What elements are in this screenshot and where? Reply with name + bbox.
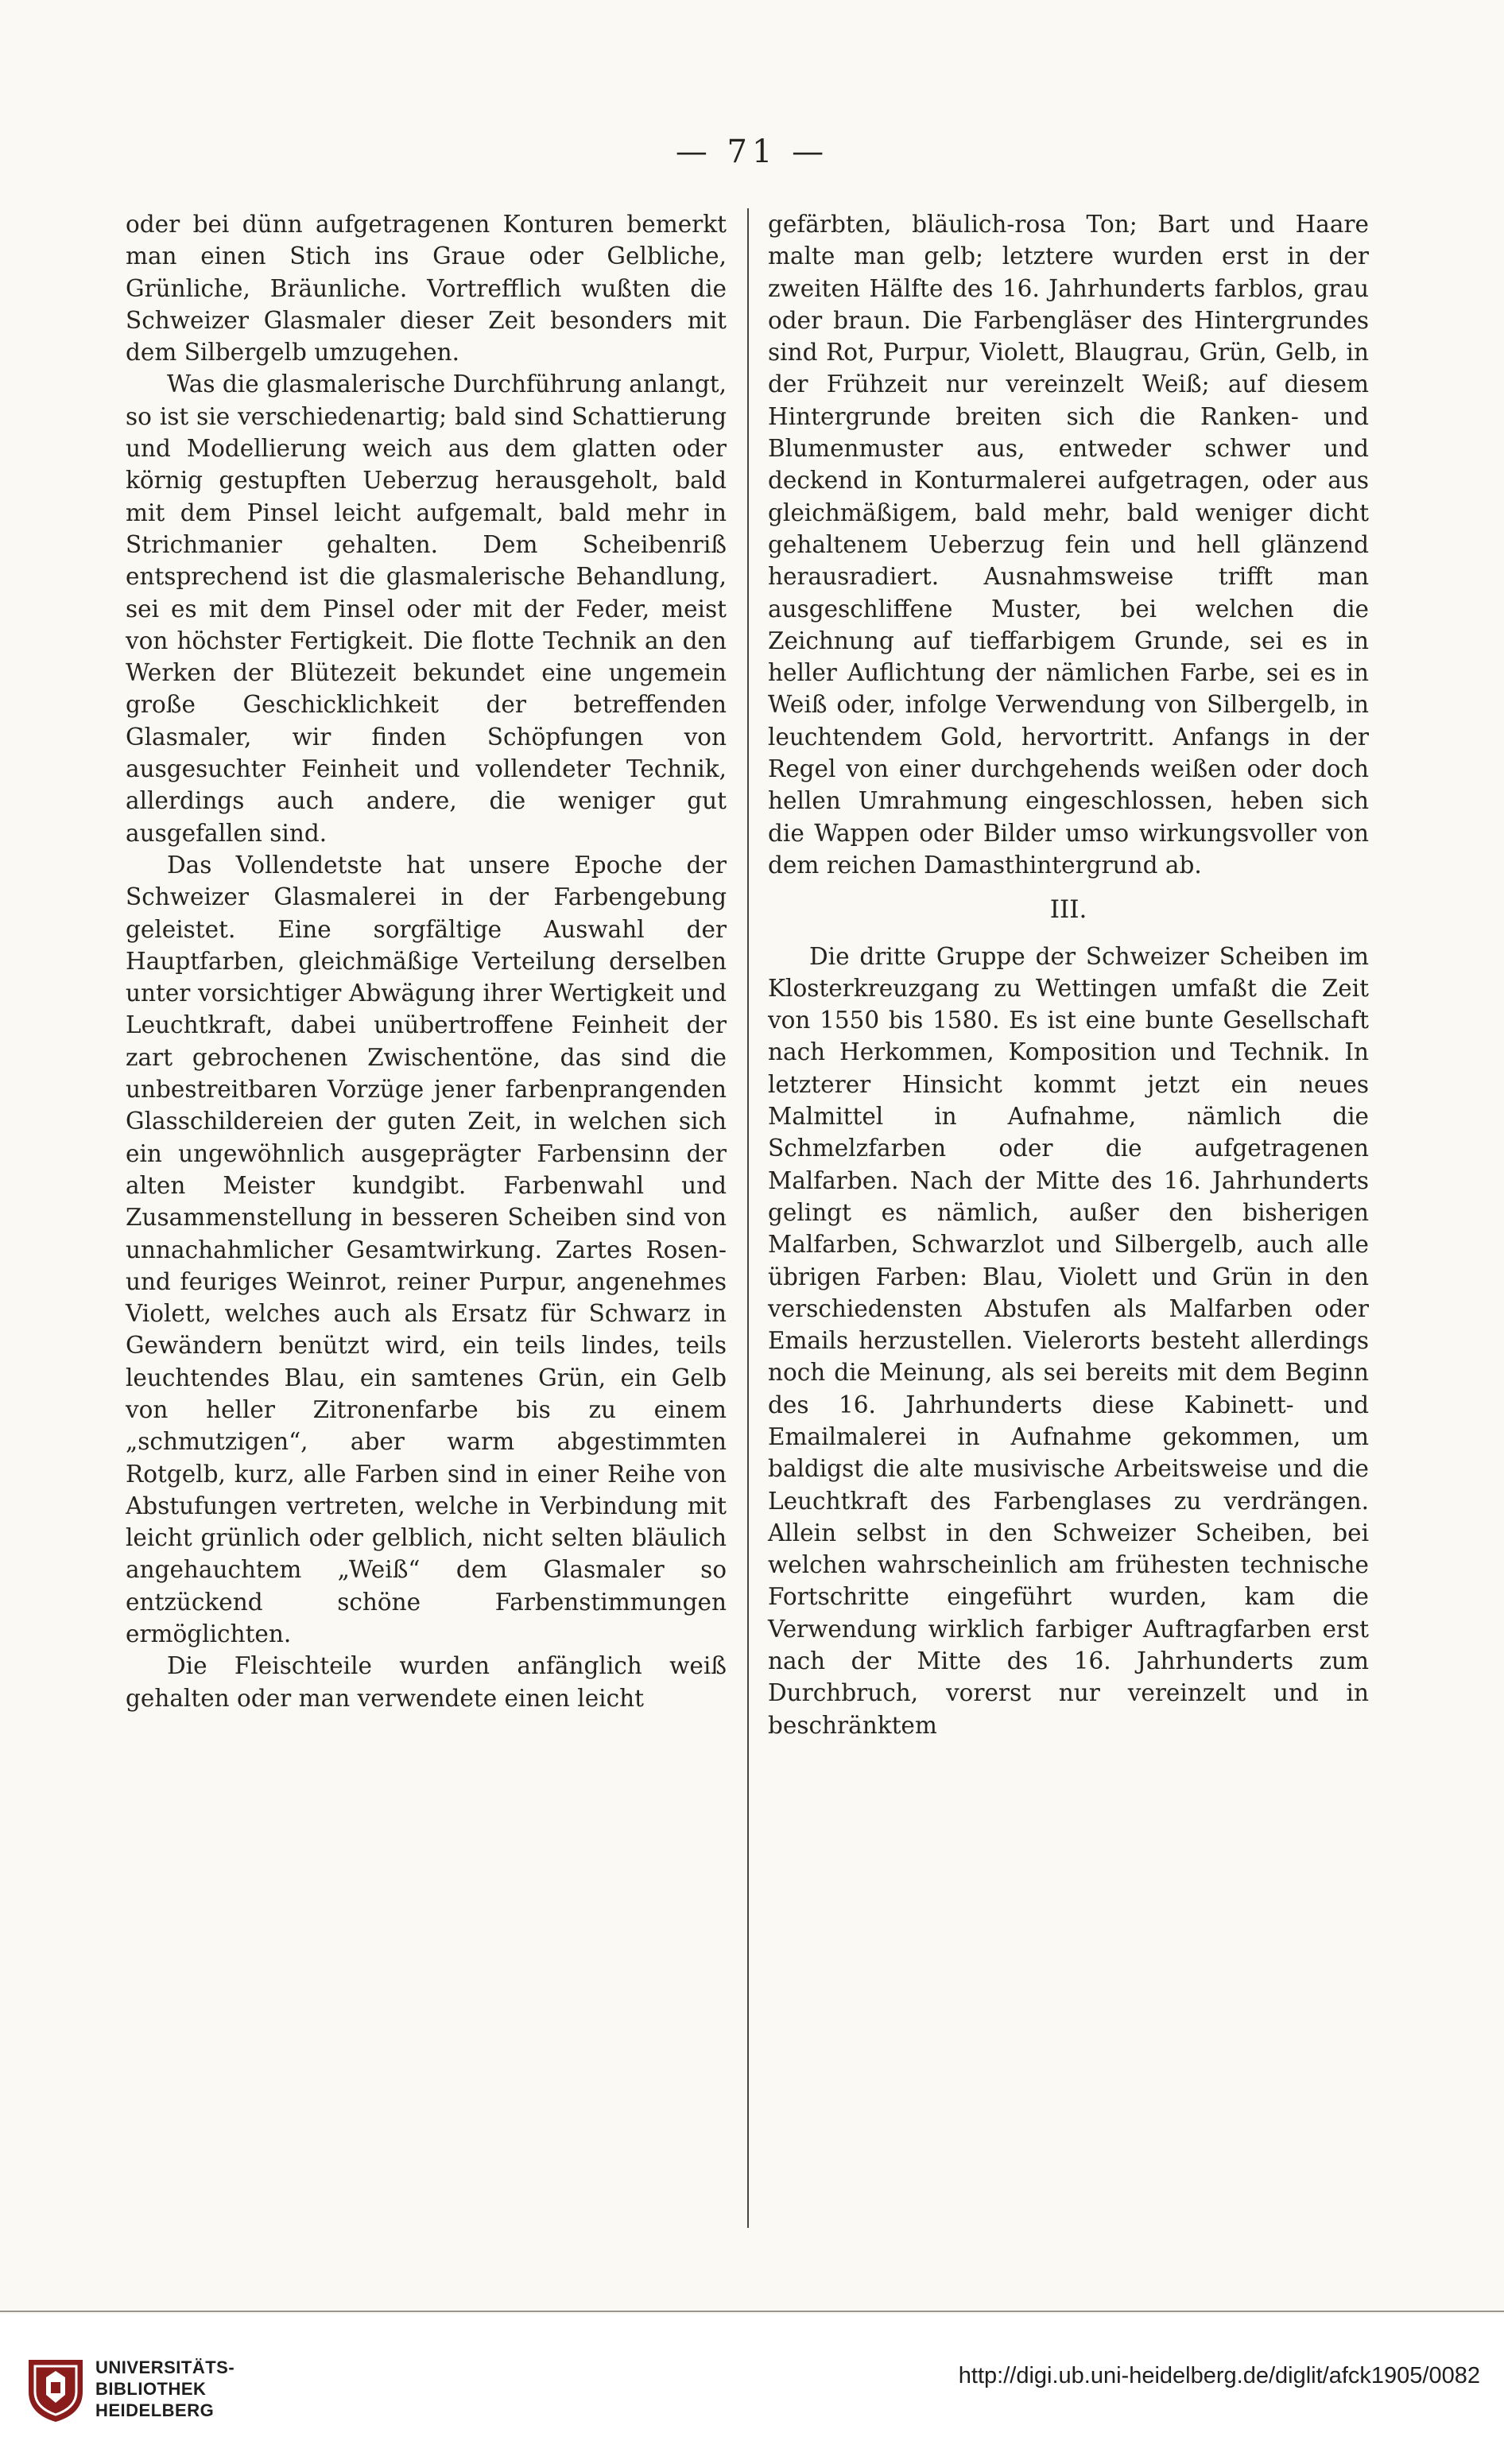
library-name-line: HEIDELBERG xyxy=(95,2400,215,2420)
paragraph: oder bei dünn aufgetragenen Konturen bemerkt man einen Stich ins Graue oder Gelbliche, Grünliche, Bräunliche. Vortrefflich wußten die Schweizer Glasmaler dieser Zeit besonders mit dem Silbergelb umzugehen. xyxy=(126,211,727,367)
library-name-line: BIBLIOTHEK xyxy=(95,2379,207,2399)
library-name xyxy=(95,2357,235,2421)
column-divider xyxy=(747,208,749,2228)
footer-divider xyxy=(0,2311,1504,2312)
paragraph: Die dritte Gruppe der Schweizer Scheiben im Klosterkreuzgang zu Wettingen umfaßt die Zeit von 1550 bis 1580. Es ist eine bunte Gesellschaft nach Herkommen, Komposition und Technik. In letzterer Hinsicht kommt jetzt ein neues Malmittel in Aufnahme, nämlich die Schmelzfarben oder die aufgetragenen Malfarben. Nach der Mitte des 16. Jahrhunderts gelingt es nämlich, außer den bisherigen Malfarben, Schwarzlot und Silbergelb, auch alle übrigen Farben: Blau, Violett und Grün in den verschiedensten Abstufen als Malfarben oder Emails herzustellen. Vielerorts besteht allerdings noch die Meinung, als sei bereits mit dem Beginn des 16. Jahrhunderts diese Kabinett- und Emailmalerei in Aufnahme gekommen, um baldigst die alte musivische Arbeitsweise und die Leuchtkraft des Farbenglases zu verdrängen. Allein selbst in den Schweizer Scheiben, bei welchen wahrscheinlich am frühesten technische Fortschritte eingeführt wurden, kam die Verwendung wirklich farbiger Auftragfarben erst nach der Mitte des 16. Jahrhunderts zum Durchbruch, vorerst nur vereinzelt und in beschränktem xyxy=(768,942,1369,1739)
text-columns xyxy=(126,208,1397,2228)
paragraph: Die Fleischteile wurden anfänglich weiß gehalten oder man verwendete einen leicht xyxy=(126,1652,727,1712)
university-seal-icon xyxy=(24,2353,87,2425)
page-number: — 71 — xyxy=(675,134,829,170)
paragraph: Das Vollendetste hat unsere Epoche der Schweizer Glasmalerei in der Farbengebung geleistet. Eine sorgfältige Auswahl der Hauptfarben, gleichmäßige Verteilung derselben unter vorsichtiger Abwägung ihrer Wertigkeit und Leuchtkraft, dabei unübertroffene Feinheit der zart gebrochenen Zwischentöne, das sind die unbestreitbaren Vorzüge jener farbenprangenden Glasschildereien der guten Zeit, in welchen sich ein ungewöhnlich ausgeprägter Farbensinn der alten Meister kundgibt. Farbenwahl und Zusammenstellung in besseren Scheiben sind von unnachahmlicher Gesamtwirkung. Zartes Rosen- und feuriges Weinrot, reiner Purpur, angenehmes Violett, welches auch als Ersatz für Schwarz in Gewändern benützt wird, ein teils lindes, teils leuchtendes Blau, ein samtenes Grün, ein Gelb von heller Zitronenfarbe bis zu einem „schmutzigen“, aber warm abgestimmten Rotgelb, kurz, alle Farben sind in einer Reihe von Abstufungen vertreten, welche in Verbindung mit leicht grünlich oder gelblich, nicht selten bläulich angehauchtem „Weiß“ dem Glasmaler so entzückend schöne Farbenstimmungen ermöglichten. xyxy=(126,851,727,1648)
right-column xyxy=(768,208,1369,1741)
section-heading: III. xyxy=(1049,895,1087,925)
paragraph: gefärbten, bläulich-rosa Ton; Bart und Haare malte man gelb; letztere wurden erst in der zweiten Hälfte des 16. Jahrhunderts farblos, grau oder braun. Die Farbengläser des Hintergrundes sind Rot, Purpur, Violett, Blaugrau, Grün, Gelb, in der Frühzeit nur vereinzelt Weiß; auf diesem Hintergrunde breiten sich die Ranken- und Blumenmuster aus, entweder schwer und deckend in Konturmalerei aufgetragen, oder aus gleichmäßigem, bald mehr, bald weniger dicht gehaltenem Ueberzug fein und hell glänzend herausradiert. Ausnahmsweise trifft man ausgeschliffene Muster, bei welchen die Zeichnung auf tieffarbigem Grunde, sei es in heller Auflichtung der nämlichen Farbe, sei es in Weiß oder, infolge Verwendung von Silbergelb, in leuchtendem Gold, hervortritt. Anfangs in der Regel von einer durchgehends weißen oder doch hellen Umrahmung eingeschlossen, heben sich die Wappen oder Bilder umso wirkungsvoller von dem reichen Damasthintergrund ab. xyxy=(768,211,1369,879)
library-name-line: UNIVERSITÄTS- xyxy=(95,2357,235,2377)
footer-bar xyxy=(0,2314,1504,2464)
paragraph: Was die glasmalerische Durchführung anlangt, so ist sie verschiedenartig; bald sind Schattierung und Modellierung weich aus dem glatten oder körnig gestupften Ueberzug herausgeholt, bald mit dem Pinsel leicht aufgemalt, bald mehr in Strichmanier gehalten. Dem Scheibenriß entsprechend ist die glasmalerische Behandlung, sei es mit dem Pinsel oder mit der Feder, meist von höchster Fertigkeit. Die flotte Technik an den Werken der Blütezeit bekundet eine ungemein große Geschicklichkeit der betreffenden Glasmaler, wir finden Schöpfungen von ausgesuchter Feinheit und vollendeter Technik, allerdings auch andere, die weniger gut ausgefallen sind. xyxy=(126,371,727,847)
left-column xyxy=(126,208,727,1714)
source-url-link[interactable]: http://digi.ub.uni-heidelberg.de/diglit/afck1905/0082 xyxy=(958,2363,1480,2388)
